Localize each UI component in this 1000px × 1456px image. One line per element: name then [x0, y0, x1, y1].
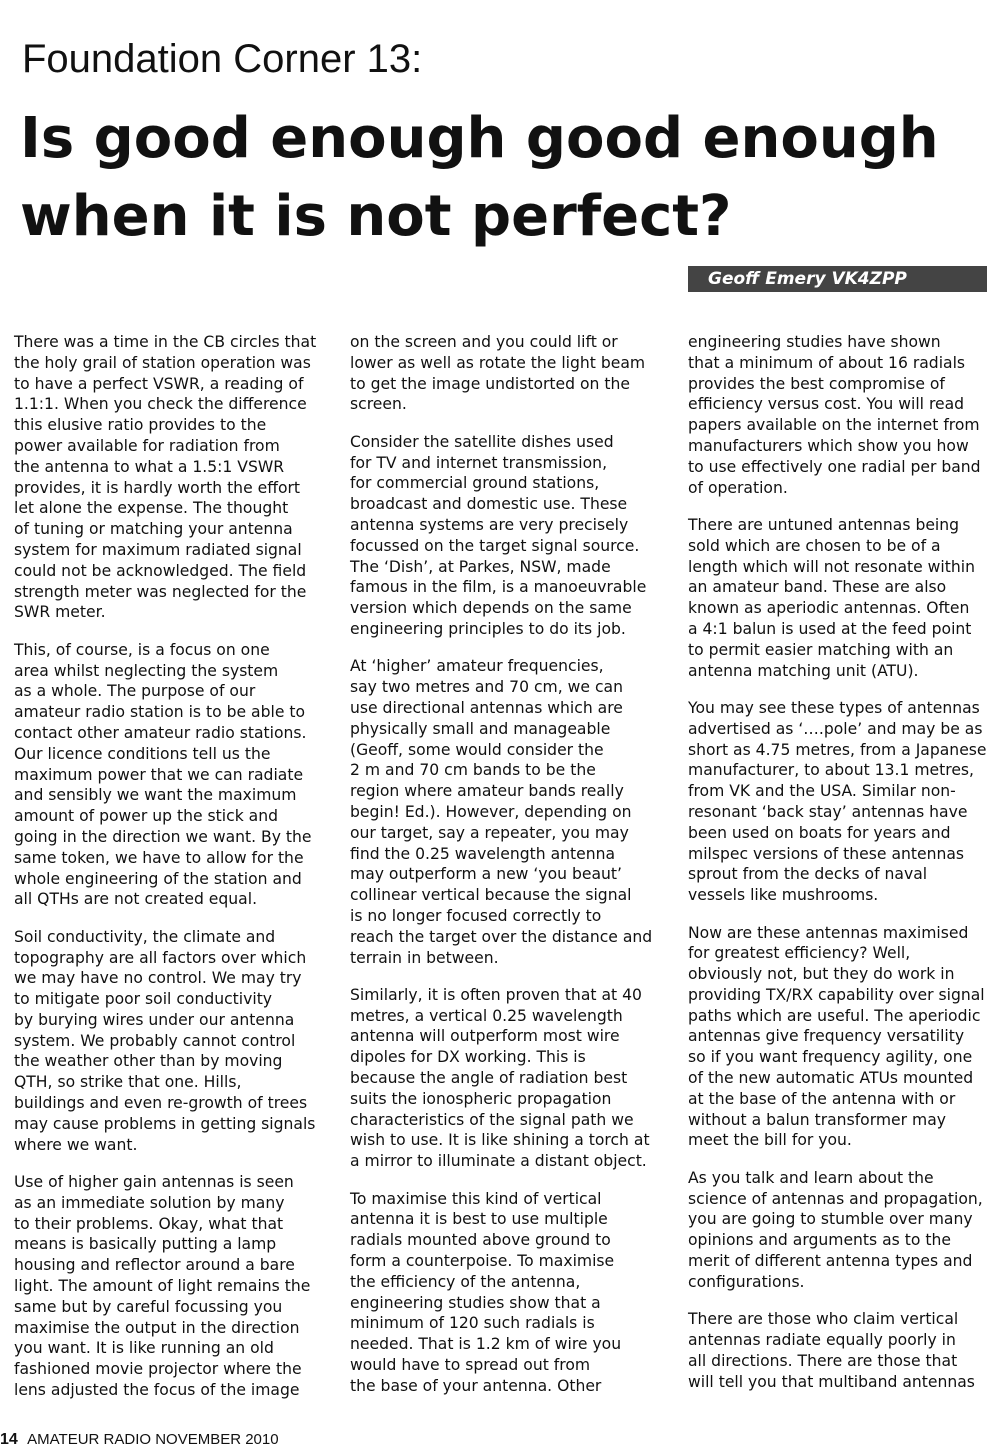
- paragraph: [688, 698, 990, 906]
- text-column-1: [14, 332, 319, 1401]
- text-line: lower as well as rotate the light beam: [350, 353, 646, 372]
- paragraph: [350, 985, 655, 1172]
- text-line: famous in the film, is a manoeuvrable: [350, 578, 647, 597]
- text-line: because the angle of radiation best: [350, 1069, 628, 1088]
- text-line: whole engineering of the station and: [14, 869, 302, 888]
- text-line: to have a perfect VSWR, a reading of: [14, 374, 304, 393]
- text-line: Similarly, it is often proven that at 40: [350, 985, 642, 1004]
- paragraph: [688, 1168, 990, 1293]
- text-line: Use of higher gain antennas is seen: [14, 1173, 294, 1192]
- text-line: let alone the expense. The thought: [14, 499, 289, 518]
- text-line: manufacturers which show you how: [688, 436, 969, 455]
- text-line: provides, it is hardly worth the effort: [14, 478, 301, 497]
- text-line: antenna matching unit (ATU).: [688, 661, 919, 680]
- paragraph-gap: [14, 1155, 319, 1172]
- page-footer: [0, 1431, 279, 1449]
- text-line: Our licence conditions tell us the: [14, 744, 271, 763]
- text-column-3: [688, 332, 990, 1392]
- text-line: means is basically putting a lamp: [14, 1235, 277, 1254]
- text-line: to get the image undistorted on the: [350, 374, 630, 393]
- text-line: without a balun transformer may: [688, 1110, 946, 1129]
- text-line: on the screen and you could lift or: [350, 333, 618, 351]
- text-line: There are untuned antennas being: [688, 515, 960, 534]
- text-line: terrain in between.: [350, 948, 499, 967]
- text-line: to use effectively one radial per band: [688, 457, 981, 476]
- text-line: sprout from the decks of naval: [688, 865, 928, 884]
- paragraph: [14, 332, 319, 623]
- text-line: power available for radiation from: [14, 436, 280, 455]
- text-line: SWR meter.: [14, 603, 106, 622]
- text-line: suits the ionospheric propagation: [350, 1089, 612, 1108]
- text-line: Soil conductivity, the climate and: [14, 927, 276, 946]
- text-line: antennas radiate equally poorly in: [688, 1331, 956, 1350]
- paragraph-gap: [14, 910, 319, 927]
- text-line: Consider the satellite dishes used: [350, 432, 614, 451]
- text-line: vessels like mushrooms.: [688, 886, 879, 905]
- text-line: for commercial ground stations,: [350, 474, 600, 493]
- text-line: focussed on the target signal source.: [350, 536, 640, 555]
- paragraph: [350, 332, 655, 415]
- paragraph: [688, 923, 990, 1152]
- text-line: This, of course, is a focus on one: [14, 640, 270, 659]
- publication-name: AMATEUR RADIO NOVEMBER 2010: [27, 1431, 279, 1448]
- text-line: metres, a vertical 0.25 wavelength: [350, 1006, 623, 1025]
- text-line: meet the bill for you.: [688, 1131, 852, 1150]
- text-line: characteristics of the signal path we: [350, 1110, 634, 1129]
- text-line: QTH, so strike that one. Hills,: [14, 1073, 242, 1092]
- text-line: topography are all factors over which: [14, 948, 307, 967]
- text-line: may cause problems in getting signals: [14, 1114, 316, 1133]
- text-line: been used on boats for years and: [688, 823, 951, 842]
- text-line: broadcast and domestic use. These: [350, 495, 628, 514]
- text-line: sold which are chosen to be of a: [688, 536, 941, 555]
- text-line: (Geoff, some would consider the: [350, 740, 604, 759]
- text-line: lens adjusted the focus of the image: [14, 1381, 300, 1400]
- text-line: 2 m and 70 cm bands to be the: [350, 761, 596, 780]
- text-line: There are those who claim vertical: [688, 1310, 959, 1329]
- text-line: this elusive ratio provides to the: [14, 416, 267, 435]
- text-line: physically small and manageable: [350, 719, 611, 738]
- text-line: where we want.: [14, 1135, 138, 1154]
- text-line: of operation.: [688, 478, 788, 497]
- text-line: minimum of 120 such radials is: [350, 1314, 595, 1333]
- text-line: providing TX/RX capability over signal: [688, 985, 985, 1004]
- headline-line-2: when it is not perfect?: [20, 184, 732, 249]
- text-line: opinions and arguments as to the: [688, 1231, 951, 1250]
- text-line: form a counterpoise. To maximise: [350, 1252, 615, 1271]
- text-line: efficiency versus cost. You will read: [688, 395, 965, 414]
- text-line: at the base of the antenna with or: [688, 1089, 956, 1108]
- text-line: antennas give frequency versatility: [688, 1027, 965, 1046]
- text-line: At ‘higher’ amateur frequencies,: [350, 657, 604, 676]
- text-line: configurations.: [688, 1272, 805, 1291]
- text-line: region where amateur bands really: [350, 782, 624, 801]
- text-line: obviously not, but they do work in: [688, 965, 955, 984]
- text-line: an amateur band. These are also: [688, 578, 947, 597]
- text-line: for greatest efficiency? Well,: [688, 944, 911, 963]
- text-line: amount of power up the stick and: [14, 807, 279, 826]
- paragraph: [688, 515, 990, 681]
- text-line: of tuning or matching your antenna: [14, 520, 293, 539]
- text-line: provides the best compromise of: [688, 374, 945, 393]
- text-line: the base of your antenna. Other: [350, 1376, 602, 1395]
- text-line: fashioned movie projector where the: [14, 1360, 302, 1379]
- text-line: reach the target over the distance and: [350, 927, 653, 946]
- text-line: maximise the output in the direction: [14, 1318, 300, 1337]
- author-byline: Geoff Emery VK4ZPP: [688, 266, 987, 292]
- paragraph-gap: [688, 1293, 990, 1310]
- text-line: so if you want frequency agility, one: [688, 1048, 973, 1067]
- text-line: all directions. There are those that: [688, 1351, 958, 1370]
- text-line: Now are these antennas maximised: [688, 923, 969, 942]
- text-line: all QTHs are not created equal.: [14, 890, 258, 909]
- text-line: milspec versions of these antennas: [688, 844, 965, 863]
- text-line: science of antennas and propagation,: [688, 1189, 983, 1208]
- text-line: antenna systems are very precisely: [350, 515, 629, 534]
- text-line: our target, say a repeater, you may: [350, 823, 629, 842]
- paragraph: [350, 1189, 655, 1397]
- text-line: to permit easier matching with an: [688, 640, 954, 659]
- text-line: the efficiency of the antenna,: [350, 1272, 581, 1291]
- article-headline: [20, 100, 995, 256]
- paragraph: [14, 1172, 319, 1401]
- text-line: amateur radio station is to be able to: [14, 703, 306, 722]
- paragraph-gap: [688, 498, 990, 515]
- paragraph-gap: [350, 415, 655, 432]
- text-line: length which will not resonate within: [688, 557, 975, 576]
- text-line: that a minimum of about 16 radials: [688, 353, 966, 372]
- text-line: antenna will outperform most wire: [350, 1027, 620, 1046]
- text-line: say two metres and 70 cm, we can: [350, 678, 623, 697]
- text-line: You may see these types of antennas: [688, 698, 980, 717]
- text-line: for TV and internet transmission,: [350, 453, 608, 472]
- text-line: contact other amateur radio stations.: [14, 723, 307, 742]
- text-line: the weather other than by moving: [14, 1052, 283, 1071]
- text-line: begin! Ed.). However, depending on: [350, 802, 632, 821]
- text-line: engineering studies show that a: [350, 1293, 601, 1312]
- text-line: by burying wires under our antenna: [14, 1010, 295, 1029]
- text-line: to their problems. Okay, what that: [14, 1214, 284, 1233]
- text-line: a mirror to illuminate a distant object.: [350, 1152, 647, 1171]
- text-line: we may have no control. We may try: [14, 969, 302, 988]
- text-line: same token, we have to allow for the: [14, 848, 304, 867]
- page-number: 14: [0, 1431, 18, 1448]
- text-line: the antenna to what a 1.5:1 VSWR: [14, 457, 285, 476]
- text-line: 1.1:1. When you check the difference: [14, 395, 307, 414]
- text-line: needed. That is 1.2 km of wire you: [350, 1335, 622, 1354]
- text-line: light. The amount of light remains the: [14, 1277, 311, 1296]
- text-line: the holy grail of station operation was: [14, 353, 311, 372]
- text-line: system for maximum radiated signal: [14, 540, 302, 559]
- text-line: as an immediate solution by many: [14, 1193, 285, 1212]
- paragraph-gap: [350, 640, 655, 657]
- text-line: you are going to stumble over many: [688, 1210, 973, 1229]
- text-line: buildings and even re-growth of trees: [14, 1094, 308, 1113]
- text-line: dipoles for DX working. This is: [350, 1048, 586, 1067]
- text-line: would have to spread out from: [350, 1356, 591, 1375]
- text-line: strength meter was neglected for the: [14, 582, 307, 601]
- text-line: maximum power that we can radiate: [14, 765, 304, 784]
- text-line: will tell you that multiband antennas: [688, 1372, 975, 1391]
- text-line: engineering principles to do its job.: [350, 619, 626, 638]
- text-line: screen.: [350, 395, 407, 414]
- text-line: is no longer focused correctly to: [350, 906, 602, 925]
- paragraph-gap: [688, 681, 990, 698]
- paragraph-gap: [688, 1151, 990, 1168]
- text-line: may outperform a new ‘you beaut’: [350, 865, 622, 884]
- text-column-2: [350, 332, 655, 1397]
- article-kicker: Foundation Corner 13:: [22, 37, 423, 81]
- paragraph: [350, 432, 655, 640]
- paragraph: [688, 1309, 990, 1392]
- text-line: advertised as ‘….pole’ and may be as: [688, 719, 983, 738]
- text-line: merit of different antenna types and: [688, 1252, 973, 1271]
- paragraph: [688, 332, 990, 498]
- text-line: and sensibly we want the maximum: [14, 786, 297, 805]
- text-line: to mitigate poor soil conductivity: [14, 990, 273, 1009]
- text-line: version which depends on the same: [350, 599, 632, 618]
- text-line: There was a time in the CB circles that: [14, 333, 317, 351]
- text-line: same but by careful focussing you: [14, 1297, 283, 1316]
- text-line: antenna it is best to use multiple: [350, 1210, 608, 1229]
- text-line: papers available on the internet from: [688, 416, 980, 435]
- text-line: collinear vertical because the signal: [350, 886, 632, 905]
- text-line: paths which are useful. The aperiodic: [688, 1006, 981, 1025]
- text-line: The ‘Dish’, at Parkes, NSW, made: [350, 557, 611, 576]
- paragraph-gap: [688, 906, 990, 923]
- text-line: you want. It is like running an old: [14, 1339, 274, 1358]
- text-line: find the 0.25 wavelength antenna: [350, 844, 616, 863]
- text-line: area whilst neglecting the system: [14, 661, 279, 680]
- text-line: a 4:1 balun is used at the feed point: [688, 619, 972, 638]
- text-line: engineering studies have shown: [688, 333, 941, 351]
- text-line: housing and reflector around a bare: [14, 1256, 295, 1275]
- headline-line-1: Is good enough good enough: [20, 106, 939, 171]
- text-line: going in the direction we want. By the: [14, 827, 312, 846]
- paragraph: [14, 640, 319, 910]
- paragraph-gap: [350, 1172, 655, 1189]
- paragraph: [350, 656, 655, 968]
- text-line: wish to use. It is like shining a torch at: [350, 1131, 650, 1150]
- text-line: known as aperiodic antennas. Often: [688, 599, 970, 618]
- text-line: system. We probably cannot control: [14, 1031, 296, 1050]
- text-line: as a whole. The purpose of our: [14, 682, 256, 701]
- text-line: from VK and the USA. Similar non-: [688, 782, 956, 801]
- text-line: To maximise this kind of vertical: [350, 1189, 602, 1208]
- paragraph: [14, 927, 319, 1156]
- text-line: short as 4.75 metres, from a Japanese: [688, 740, 987, 759]
- paragraph-gap: [14, 623, 319, 640]
- text-line: could not be acknowledged. The field: [14, 561, 307, 580]
- paragraph-gap: [350, 968, 655, 985]
- text-line: manufacturer, to about 13.1 metres,: [688, 761, 974, 780]
- text-line: radials mounted above ground to: [350, 1231, 611, 1250]
- text-line: resonant ‘back stay’ antennas have: [688, 802, 968, 821]
- text-line: use directional antennas which are: [350, 698, 623, 717]
- text-line: As you talk and learn about the: [688, 1168, 934, 1187]
- text-line: of the new automatic ATUs mounted: [688, 1069, 974, 1088]
